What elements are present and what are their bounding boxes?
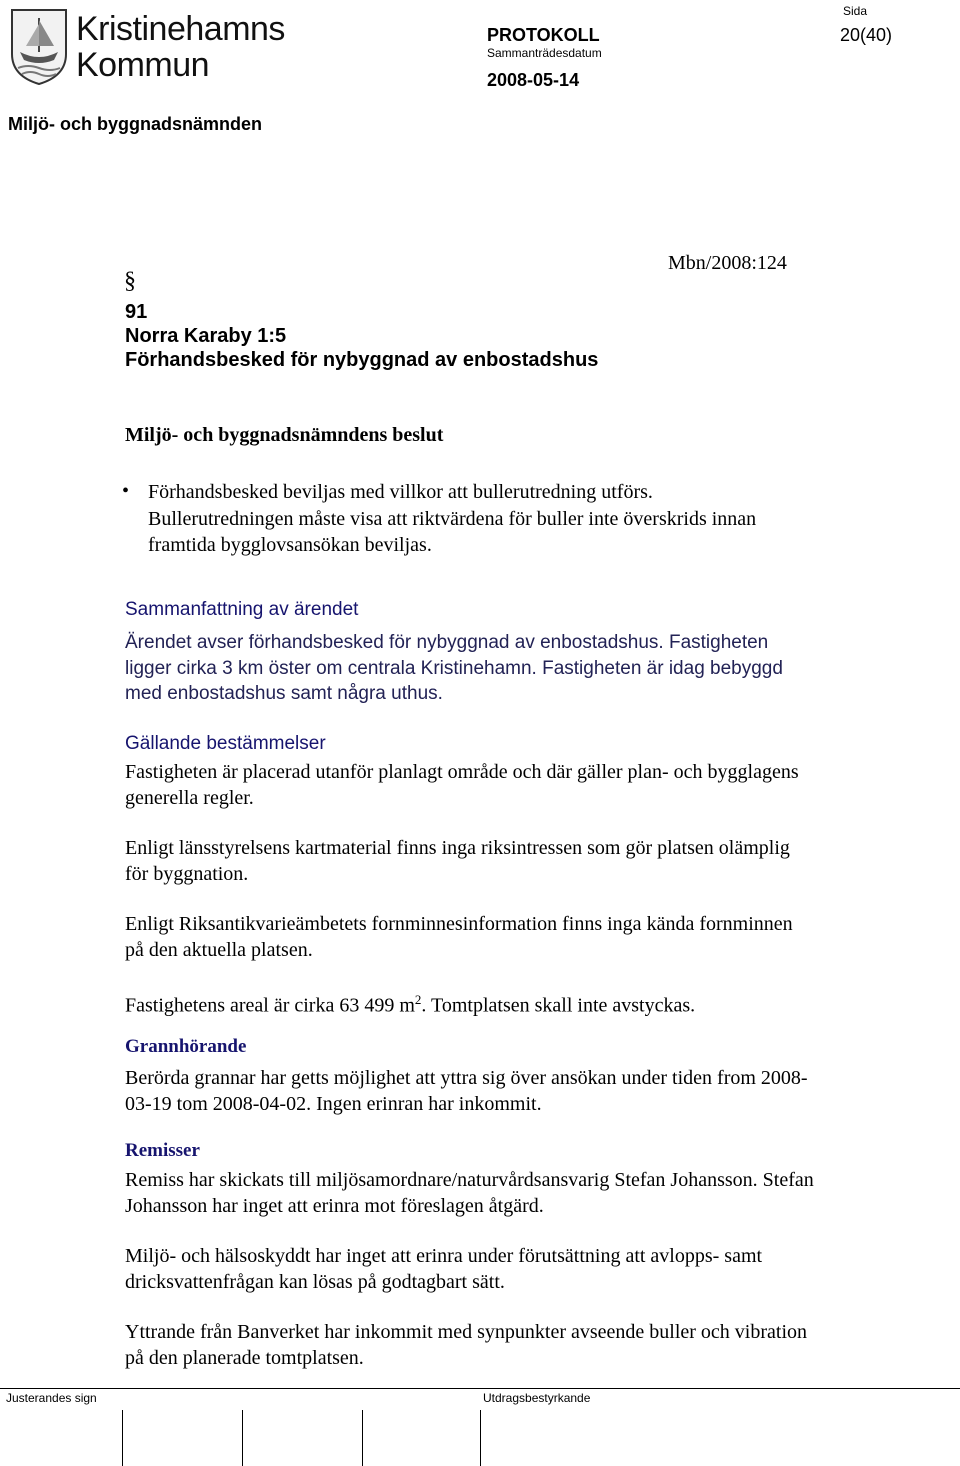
referrals-heading: Remisser	[125, 1140, 200, 1161]
decision-text: Förhandsbesked beviljas med villkor att bullerutredning utförs. Bullerutredningen måste visa att riktvärdena för buller inte överskrids innan framtida bygglovsansökan beviljas.	[148, 481, 757, 556]
logo-text-line1: Kristinehamns	[76, 10, 285, 48]
health-protection-text: Miljö- och hälsoskyddt har inget att erinra under förutsättning att avlopps- samt dricksvattenfrågan kan lösas på godtagbart sätt.	[125, 1245, 763, 1293]
rail-administration-text: Yttrande från Banverket har inkommit med synpunkter avseende buller och vibration på den planerade tomtplatsen.	[125, 1321, 808, 1369]
case-subject: Förhandsbesked för nybyggnad av enbostadshus	[125, 349, 599, 371]
extract-certification-label: Utdragsbestyrkande	[483, 1391, 591, 1405]
bullet-icon: •	[122, 480, 130, 502]
page-number: 20(40)	[840, 25, 893, 45]
property-area-text	[125, 987, 815, 1019]
coat-of-arms-icon	[8, 6, 70, 86]
footer-divider	[0, 1388, 960, 1389]
date-label: Sammanträdesdatum	[487, 46, 602, 60]
committee-name: Miljö- och byggnadsnämnden	[8, 114, 263, 134]
area-text-before: Fastighetens areal är cirka 63 499 m	[125, 994, 415, 1017]
signature-box-divider	[480, 1410, 481, 1466]
section-mark: §	[124, 268, 136, 294]
summary-heading: Sammanfattning av ärendet	[125, 599, 359, 620]
signature-box-divider	[362, 1410, 363, 1466]
regulations-text: Fastigheten är placerad utanför planlagt område och där gäller plan- och bygglagens generella regler.	[125, 761, 799, 809]
decision-heading: Miljö- och byggnadsnämndens beslut	[125, 424, 444, 446]
regulations-heading: Gällande bestämmelser	[125, 733, 326, 754]
logo-text-line2: Kommun	[76, 46, 210, 84]
meeting-date: 2008-05-14	[487, 70, 580, 90]
summary-text: Ärendet avser förhandsbesked för nybyggnad av enbostadshus. Fastigheten ligger cirka 3 km öster om centrala Kristinehamn. Fastigheten är idag bebyggd med enbostadshus samt några uthus.	[125, 632, 783, 704]
document-type: PROTOKOLL	[487, 25, 600, 45]
case-reference: Mbn/2008:124	[668, 252, 787, 274]
item-number: 91	[125, 301, 148, 323]
signature-box-divider	[122, 1410, 123, 1466]
municipality-logo	[8, 6, 285, 86]
referrals-text: Remiss har skickats till miljösamordnare/naturvårdsansvarig Stefan Johansson. Stefan Johansson har inget att erinra mot föreslagen åtgärd.	[125, 1169, 814, 1217]
signature-footer	[0, 1388, 960, 1466]
heritage-board-text: Enligt Riksantikvarieämbetets fornminnesinformation finns inga kända fornminnen på den aktuella platsen.	[125, 913, 793, 961]
area-text-after: . Tomtplatsen skall inte avstyckas.	[421, 994, 696, 1017]
property-designation: Norra Karaby 1:5	[125, 325, 287, 347]
page-label: Sida	[843, 4, 868, 18]
neighbours-heading: Grannhörande	[125, 1036, 247, 1057]
signature-box-divider	[242, 1410, 243, 1466]
neighbours-text: Berörda grannar har getts möjlighet att yttra sig över ansökan under tiden from 2008-03-19 tom 2008-04-02. Ingen erinran har inkommit.	[125, 1067, 808, 1115]
adjuster-signature-label: Justerandes sign	[6, 1391, 97, 1405]
area-unit-superscript: 2	[414, 992, 422, 1007]
county-board-text: Enligt länsstyrelsens kartmaterial finns inga riksintressen som gör platsen olämplig för byggnation.	[125, 837, 790, 885]
